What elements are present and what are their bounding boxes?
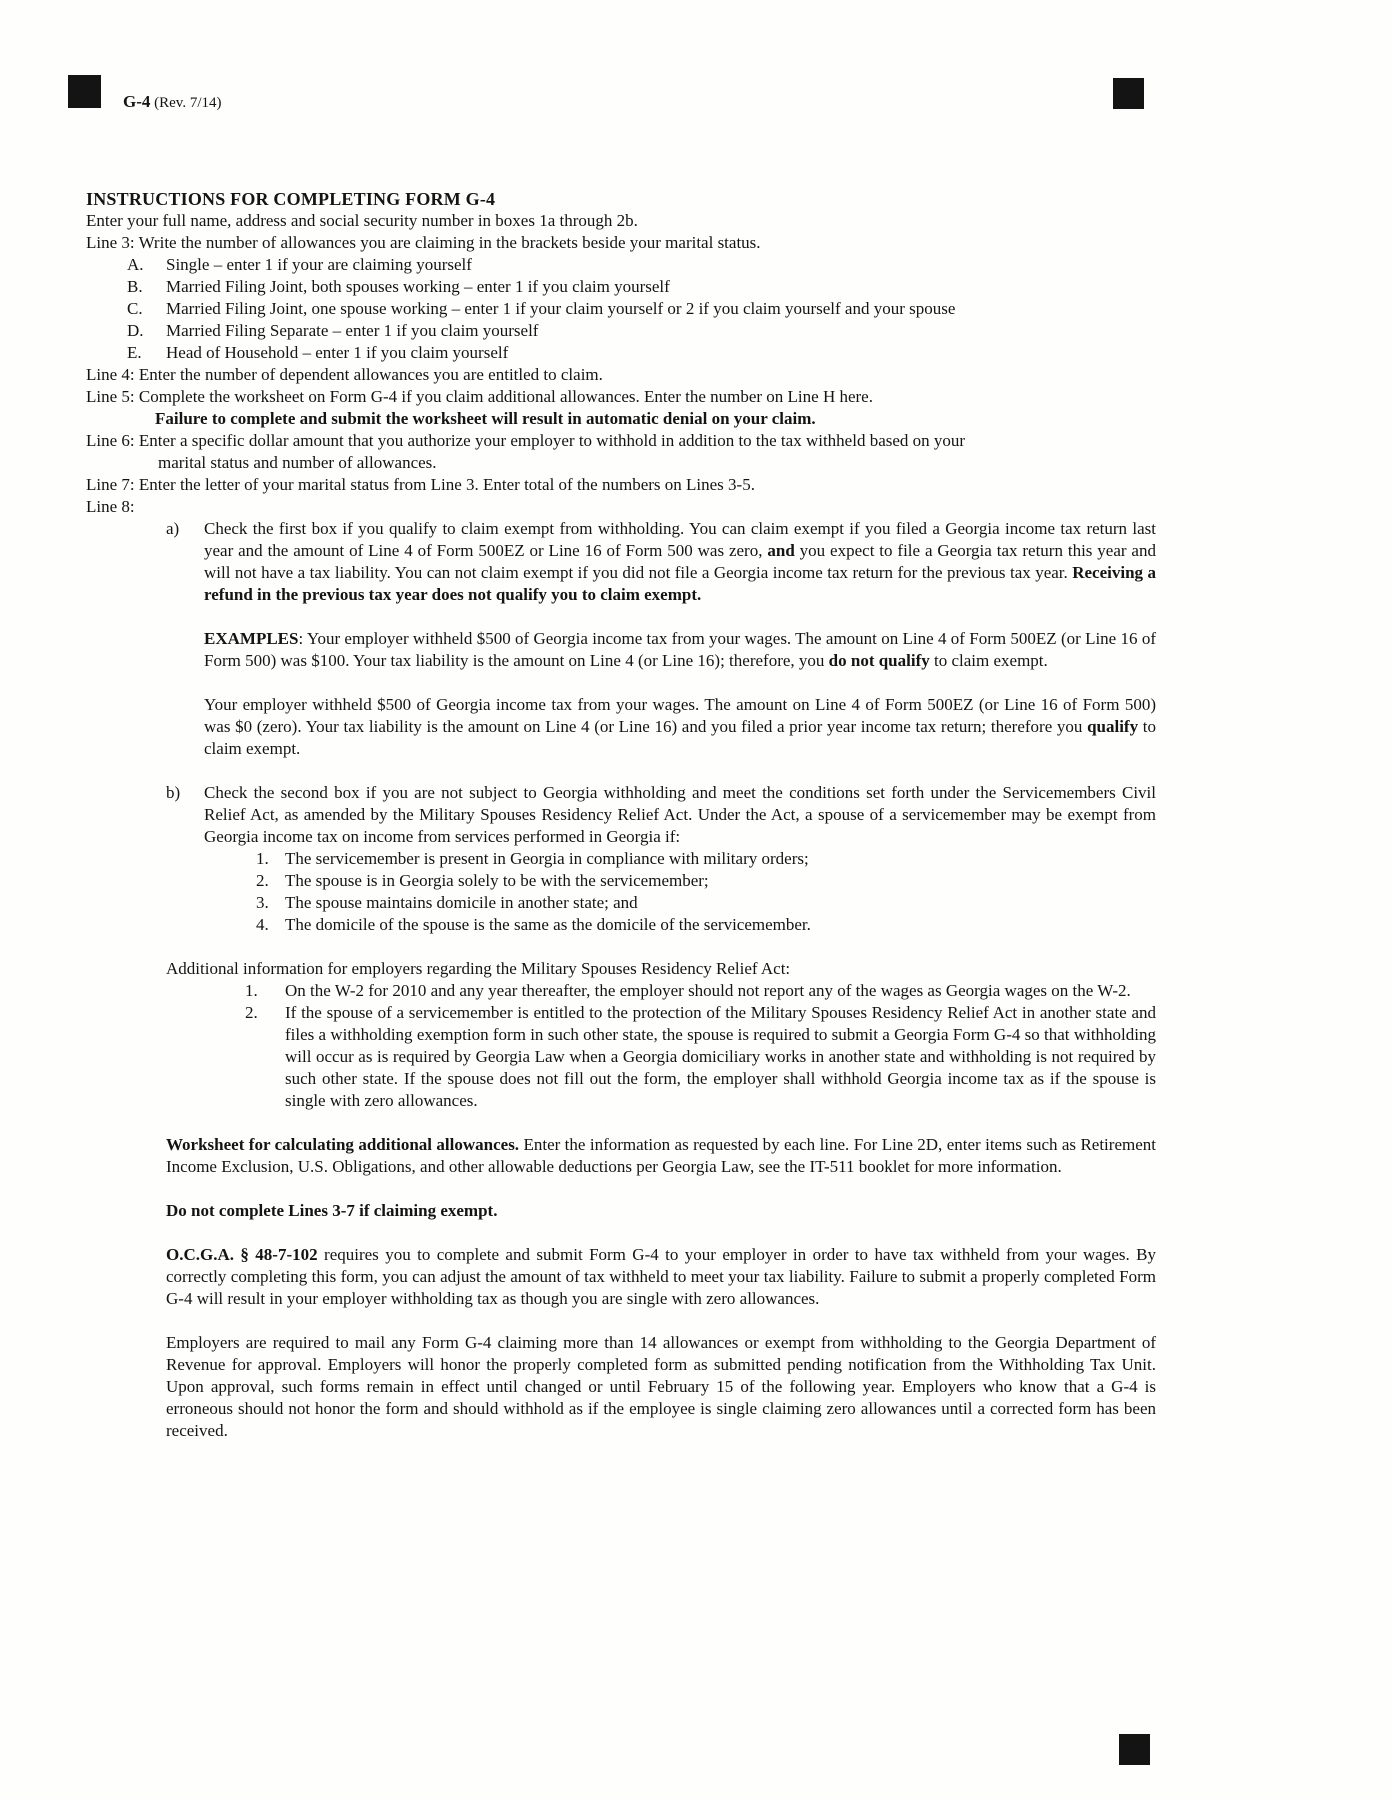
item-letter: A. — [127, 255, 144, 274]
line5-warning: Failure to complete and submit the worksheet will result in automatic denial on your claim. — [155, 409, 816, 428]
line7-label: Line 7: Enter the letter of your marital status from Line 3. Enter total of the numbers on Lines 3-5. — [86, 475, 755, 494]
employer-info-item-2 — [245, 1002, 1156, 1112]
line3-label: Line 3: Write the number of allowances you are claiming in the brackets beside your marital status. — [86, 233, 761, 252]
employer-info-intro: Additional information for employers regarding the Military Spouses Residency Relief Act: — [166, 959, 791, 978]
item-number: 3. — [256, 893, 269, 912]
item-text: On the W-2 for 2010 and any year thereafter, the employer should not report any of the wages as Georgia wages on the W-2. — [285, 981, 1131, 1000]
line3-item-b — [127, 276, 1156, 298]
item-number: 4. — [256, 915, 269, 934]
item-text: Single – enter 1 if your are claiming yourself — [166, 255, 472, 274]
condition-item-4 — [256, 914, 1156, 936]
employers-paragraph: Employers are required to mail any Form G-4 claiming more than 14 allowances or exempt from withholding to the Georgia Department of Revenue for approval. Employers will honor the properly completed form as submitted pending notification from the Withholding Tax Unit. Upon approval, such forms remain in effect until changed or until February 15 of the following year. Employers who know that a G-4 is erroneous should not honor the form and should withhold as if the employee is single claiming zero allowances until a corrected form has been received. — [166, 1333, 1156, 1440]
text-segment: to claim exempt. — [204, 717, 1156, 758]
text-segment: do not qualify — [828, 651, 930, 670]
line8a-paragraph — [166, 518, 1156, 606]
text-segment: Check the first box if you qualify to claim exempt from withholding. You can claim exempt if you filed a Georgia income tax return last year and the amount of Line 4 of Form 500EZ or Line 16 of Form 500 was zero, — [204, 519, 1156, 560]
item-letter: C. — [127, 299, 143, 318]
item-text: The spouse maintains domicile in another state; and — [285, 893, 638, 912]
instructions-content — [86, 188, 1156, 1442]
line5-label: Line 5: Complete the worksheet on Form G-4 if you claim additional allowances. Enter the number on Line H here. — [86, 387, 873, 406]
item-text: The domicile of the spouse is the same as the domicile of the servicemember. — [285, 915, 811, 934]
employer-info-item-1 — [245, 980, 1156, 1002]
line3-item-c — [127, 298, 1156, 320]
example-paragraph-2 — [204, 694, 1156, 760]
item-letter: B. — [127, 277, 143, 296]
registration-mark-bottom-right — [1119, 1734, 1150, 1765]
line6-label: Line 6: Enter a specific dollar amount that you authorize your employer to withhold in addition to the tax withheld based on your — [86, 431, 966, 450]
line3-item-e — [127, 342, 1156, 364]
line8-label: Line 8: — [86, 497, 135, 516]
intro-line: Enter your full name, address and social security number in boxes 1a through 2b. — [86, 211, 638, 230]
condition-item-3 — [256, 892, 1156, 914]
line8b-conditions-list — [256, 848, 1156, 936]
line8b-text: Check the second box if you are not subject to Georgia withholding and meet the conditions set forth under the Servicemembers Civil Relief Act, as amended by the Military Spouses Residency Relief Act. Under the Act, a spouse of a servicemember may be exempt from Georgia income tax on income from services performed in Georgia if: — [204, 783, 1156, 846]
item-number: 1. — [245, 981, 258, 1000]
line8a-text — [204, 518, 1156, 606]
item-text: Head of Household – enter 1 if you claim yourself — [166, 343, 509, 362]
item-text: If the spouse of a servicemember is entitled to the protection of the Military Spouses Residency Relief Act in another state and files a withholding exemption form in such other state, the spouse is required to submit a Georgia Form G-4 so that withholding will occur as is required by Georgia Law when a Georgia domiciliary works in another state and withholding is not required by such other state. If the spouse does not fill out the form, the employer shall withhold Georgia income tax as if the spouse is single with zero allowances. — [285, 1003, 1156, 1110]
item-text: Married Filing Separate – enter 1 if you claim yourself — [166, 321, 539, 340]
text-segment: qualify — [1087, 717, 1139, 736]
worksheet-paragraph — [166, 1134, 1156, 1178]
line3-item-d — [127, 320, 1156, 342]
item-letter: E. — [127, 343, 142, 362]
text-segment: Enter the information as requested by each line. For Line 2D, enter items such as Retirement Income Exclusion, U.S. Obligations, and other allowable deductions per Georgia Law, see the IT-511 booklet for more information. — [166, 1135, 1156, 1176]
do-not-complete-note: Do not complete Lines 3-7 if claiming exempt. — [166, 1201, 498, 1220]
registration-mark-top-left — [68, 75, 101, 108]
condition-item-1 — [256, 848, 1156, 870]
item-text: Married Filing Joint, both spouses working – enter 1 if you claim yourself — [166, 277, 670, 296]
item-letter: D. — [127, 321, 144, 340]
text-segment: Your employer withheld $500 of Georgia income tax from your wages. The amount on Line 4 of Form 500EZ (or Line 16 of Form 500) was $0 (zero). Your tax liability is the amount on Line 4 (or Line 16) and you filed a prior year income tax return; therefore you — [204, 695, 1156, 736]
text-segment: : Your employer withheld $500 of Georgia income tax from your wages. The amount on Line 4 of Form 500EZ (or Line 16 of Form 500) was $100. Your tax liability is the amount on Line 4 (or Line 16); therefore, you — [204, 629, 1156, 670]
form-header — [123, 92, 222, 112]
form-revision: (Rev. 7/14) — [150, 95, 222, 111]
text-segment: EXAMPLES — [204, 629, 299, 648]
text-segment: and — [767, 541, 795, 560]
line3-item-a — [127, 254, 1156, 276]
line4-label: Line 4: Enter the number of dependent allowances you are entitled to claim. — [86, 365, 603, 384]
condition-item-2 — [256, 870, 1156, 892]
item-text: The spouse is in Georgia solely to be with the servicemember; — [285, 871, 709, 890]
item-number: 2. — [245, 1003, 258, 1022]
item-text: The servicemember is present in Georgia in compliance with military orders; — [285, 849, 809, 868]
text-segment: requires you to complete and submit Form G-4 to your employer in order to have tax withheld from your wages. By correctly completing this form, you can adjust the amount of tax withheld to meet your tax liability. Failure to submit a properly completed Form G-4 will result in your employer withholding tax as though you are single with zero allowances. — [166, 1245, 1157, 1308]
example-paragraph-1 — [204, 628, 1156, 672]
item-marker: b) — [166, 783, 181, 802]
text-segment: O.C.G.A. § 48-7-102 — [166, 1245, 318, 1264]
line6-continuation: marital status and number of allowances. — [158, 453, 437, 472]
instructions-title: INSTRUCTIONS FOR COMPLETING FORM G-4 — [86, 189, 496, 209]
text-segment: to claim exempt. — [929, 651, 1048, 670]
text-segment: you expect to file a Georgia tax return this year and will not have a tax liability. You can not claim exempt if you did not file a Georgia income tax return for the previous tax year. — [204, 541, 1156, 582]
item-marker: a) — [166, 519, 180, 538]
text-segment: Worksheet for calculating additional allowances. — [166, 1135, 520, 1154]
line8b-paragraph — [166, 782, 1156, 848]
registration-mark-top-right — [1113, 78, 1144, 109]
item-number: 2. — [256, 871, 269, 890]
employer-info-list — [245, 980, 1156, 1112]
form-code: G-4 — [123, 92, 151, 111]
text-segment: Receiving a refund in the previous tax year does not qualify you to claim exempt. — [204, 563, 1156, 604]
item-text: Married Filing Joint, one spouse working – enter 1 if your claim yourself or 2 if you claim yourself and your spouse — [166, 299, 956, 318]
ocga-paragraph — [166, 1244, 1156, 1310]
item-number: 1. — [256, 849, 269, 868]
